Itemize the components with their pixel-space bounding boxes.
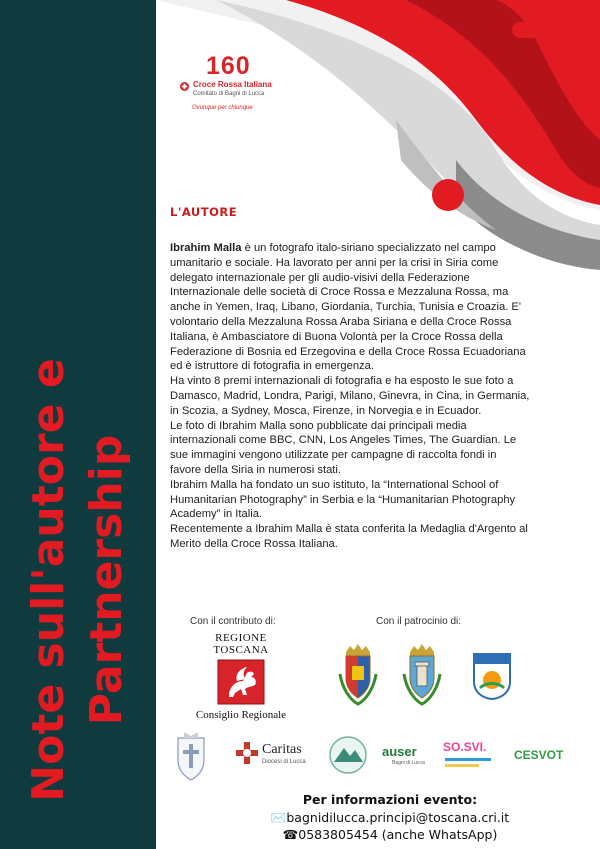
logo-motto: Ovunque per chiunque	[192, 105, 253, 111]
author-section	[170, 205, 530, 552]
author-name: Ibrahim Malla	[170, 242, 242, 254]
sidebar-title-line2: Partnership	[81, 434, 132, 726]
bio-paragraph-4: Ibrahim Malla ha fondato un suo istituto, la “International School of Humanitarian Photography” in Serbia e la “Humanitarian Photography Academy” in Italia.	[170, 478, 516, 521]
pegasus-emblem-icon	[217, 659, 265, 705]
bio-paragraph-5: Recentemente a Ibrahim Malla è stata conferita la Medaglia d'Argento al Merito della Croce Rossa Italiana.	[170, 523, 528, 550]
sidebar-panel	[0, 0, 156, 849]
bio-paragraph-1	[170, 241, 530, 374]
red-cross-logo	[180, 52, 290, 118]
caritas-sub: Diocesi di Lucca	[262, 759, 306, 765]
regione-council: Consiglio Regionale	[195, 709, 287, 721]
sosvi-bar	[445, 758, 491, 761]
logo-committee: Comitato di Bagni di Lucca	[193, 91, 265, 97]
auser-sub: Bagni di Lucca	[392, 760, 425, 766]
info-phone[interactable]: ☎0583805454 (anche WhatsApp)	[282, 827, 498, 842]
municipal-crest-icon	[338, 644, 378, 706]
caritas-name: Caritas	[262, 742, 302, 757]
bio-paragraph-3: Le foto di Ibrahim Malla sono pubblicate dai principali media internazionali come BBC, CNN, Los Angeles Times, The Guardian. Le sue immagini vengono utilizzate per campagne di raccolta fondi in favore della Siria in numerosi stati.	[170, 419, 517, 476]
caritas-cross-icon	[236, 742, 258, 764]
event-info	[240, 792, 540, 843]
diocese-crest-icon	[174, 730, 208, 782]
union-of-municipalities-icon	[472, 652, 512, 700]
sosvi-name: SO.SVI.	[443, 740, 487, 754]
sosvi-logo	[443, 740, 495, 774]
logo-organization: Croce Rossa Italiana	[193, 80, 272, 89]
contribution-label: Con il contributo di:	[190, 616, 276, 627]
caritas-logo	[236, 740, 312, 770]
patronage-label: Con il patrocinio di:	[376, 616, 462, 627]
cesvot-logo	[514, 742, 570, 768]
bio-paragraph-2: Ha vinto 8 premi internazionali di fotografia e ha esposto le sue foto a Damasco, Madrid, Londra, Parigi, Milano, Ginevra, in Cina, in Germania, in Scozia, a Sydney, Mosca, Firenze, in Norvegia e in Ecuador.	[170, 375, 530, 417]
sosvi-bar	[445, 764, 479, 767]
section-title: L'AUTORE	[170, 205, 238, 219]
auser-name: auser	[382, 744, 417, 759]
mountain-badge-icon	[328, 736, 368, 774]
red-cross-icon	[180, 82, 189, 91]
cesvot-name: CESVOT	[514, 748, 564, 762]
auser-logo	[382, 744, 432, 768]
regione-toscana-logo	[186, 632, 296, 721]
sidebar-title	[20, 320, 136, 840]
info-title: Per informazioni evento:	[302, 792, 478, 807]
sidebar-title-line1: Note sull'autore e	[23, 358, 74, 802]
info-email[interactable]: ✉️bagnidilucca.principi@toscana.cri.it	[270, 810, 510, 825]
author-bio	[170, 241, 530, 552]
bio-text-1: è un fotografo italo-siriano specializzato nel campo umanitario e sociale. Ha lavorato per anni per la crisi in Siria come delegato internazionale per gli audio-visivi della Federazione Internazionale delle società di Croce Rossa e Mezzaluna Rossa, ma anche in Yemen, Iraq, Libano, Giordania, Turchia, Tunisia e Croazia. E' volontario della Mezzaluna Rossa Araba Siriana e della Croce Rossa Italiana, è Ambasciatore di Buona Volontà per la Croce Rossa della Federazione di Bosnia ed Erzegovina e della Croce Rossa Ecuadoriana ed è istruttore di fotografia in emergenza.	[170, 242, 526, 373]
tower-crest-icon	[402, 644, 442, 706]
regione-name: REGIONE TOSCANA	[213, 632, 269, 656]
logo-anniversary-number: 160	[206, 52, 251, 80]
